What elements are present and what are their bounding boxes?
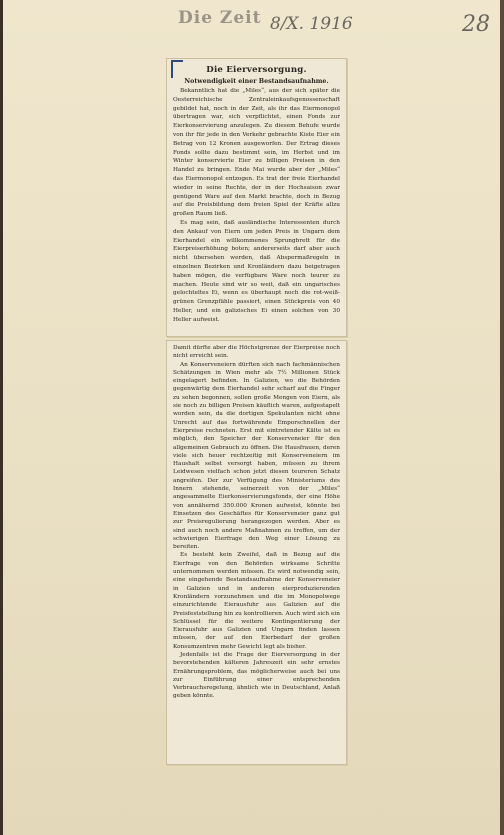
sheet-left-edge — [0, 0, 3, 835]
handwritten-date: 8/X. 1916 — [270, 14, 353, 34]
clipping-part-1 — [166, 58, 347, 337]
paragraph: Jedenfalls ist die Frage der Eierversorgung in der bevorstehenden kälteren Jahreszeit ein sehr ernstes Ernährungsproblem, das möglicherweise auch bei uns zur Einführung einer entsprechenden Verbrauchsregelung, ähnlich wie in Deutschland, Anlaß geben könnte. — [173, 651, 340, 700]
clipping-part-2 — [166, 340, 347, 765]
newspaper-masthead-stamp: Die Zeit — [178, 8, 262, 28]
paragraph: Bekanntlich hat die „Miles“, aus der sich später die Oesterreichische Zentraleinkaufsgenossenschaft gebildet hat, noch in der Zeit, als ihr das Eiermonopol übertragen war, sich verpflichtet, einen Fonds zur Eierkonservierung anzulegen. Zu diesem Behufe wurde von ihr für jede in den Verkehr gebrachte Kiste Eier ein Betrag von 12 Kronen ausgeworfen. Der Ertrag dieses Fonds sollte dazu bestimmt sein, im Herbst und im Winter konservierte Eier zu billigen Preisen in den Handel zu bringen. Ende Mai wurde aber der „Miles“ das Eiermonopol entzogen. Es trat der freie Eierhandel wieder in seine Rechte, der in der Hochsaison zwar genügend Ware auf den Markt brachte, doch in Bezug auf die Preisbildung dem freien Spiel der Kräfte allzu großen Raum ließ. — [173, 88, 340, 218]
handwritten-page-number: 28 — [462, 12, 490, 37]
paragraph: Es besteht kein Zweifel, daß in Bezug auf die Eierfrage von den Behörden wirksame Schritte unternommen werden müssen. Es wird notwendig sein, eine eingehende Bestandsaufnahme der Konserveneier in Galizien und in anderen eierproduzierenden Kronländern vorzunehmen und die im Monopolwege einzurichtende Eierausfuhr aus Galizien auf die Preisfeststellung hin zu kontrollieren. Auch wird sich ein Schlüssel für die weitere Kontingentierung der Eierausfuhr aus Galizien und Ungarn finden lassen müssen, der auf den Eierbedarf der großen Konsumzentren mehr Gewicht legt als bisher. — [173, 552, 340, 650]
article-body-part-1 — [173, 87, 340, 325]
paragraph: Damit dürfte aber die Höchstgrenze der Eierpreise noch nicht erreicht sein. — [173, 345, 340, 360]
article-body-part-2 — [173, 344, 340, 701]
blue-pencil-bracket-mark — [171, 60, 183, 78]
article-subtitle: Notwendigkeit einer Bestandsaufnahme. — [184, 78, 329, 85]
sheet-right-edge — [500, 0, 504, 835]
article-title: Die Eierversorgung. — [206, 65, 307, 75]
paragraph: Es mag sein, daß ausländische Interessenten durch den Ankauf von Eiern um jeden Preis in Ungarn dem Eierhandel ein willkommenes Sprungbrett für die Eierpreiserhöhung boten; andererseits darf aber auch nicht übersehen werden, daß Abspermaßregeln in einzelnen Bezirken und Kronländern dazu beigetragen haben mögen, die verfügbare Ware noch teurer zu machen. Heute sind wir so weit, daß ein ungarisches gelochteltes Ei, wenn es überhaupt noch die rot-weiß-grünen Grenzpfähle passiert, einen Stückpreis von 40 Heller, und ein galizisches Ei einen solchen von 30 Heller aufweist. — [173, 219, 340, 323]
paragraph: An Konserveneiern dürften sich nach fachmännischen Schätzungen in Wien mehr als 7½ Millionen Stück eingelagert befinden. In Galizien, wo die Behörden gegenwärtig dem Eierhandel sehr scharf auf die Finger zu sehen begonnen, sollen große Mengen von Eiern, als sie noch zu billigen Preisen käuflich waren, aufgestapelt worden sein, da die dortigen Spekulanten nicht ohne Unrecht auf das fortwährende Emporschnellen der Eierpreise rechneten. Erst mit eintretender Kälte ist es möglich, den Speicher der Konserveneier für den allgemeinen Gebrauch zu öffnen. Die Hausfrauen, deren viele sich heuer rechtzeitig mit Konserveneiern im Haushalt selbst versorgt haben, müssen zu ihrem Leidwesen vielfach schon jetzt diesen teureren Schatz angreifen. Der zur Verfügung des Ministeriums des Innern stehende, seinerzeit von der „Miles“ angesammelte Eierkonservierungsfonds, der eine Höhe von annähernd 350.000 Kronen aufweist, könnte bei Einsetzen des Geschäftes für Konserveneier ganz gut zur Preisregulierung herangezogen werden. Aber es sind auch noch andere Maßnahmen zu treffen, um der schwierigen Eierfrage den Weg einer Lösung zu bereiten. — [173, 361, 340, 551]
